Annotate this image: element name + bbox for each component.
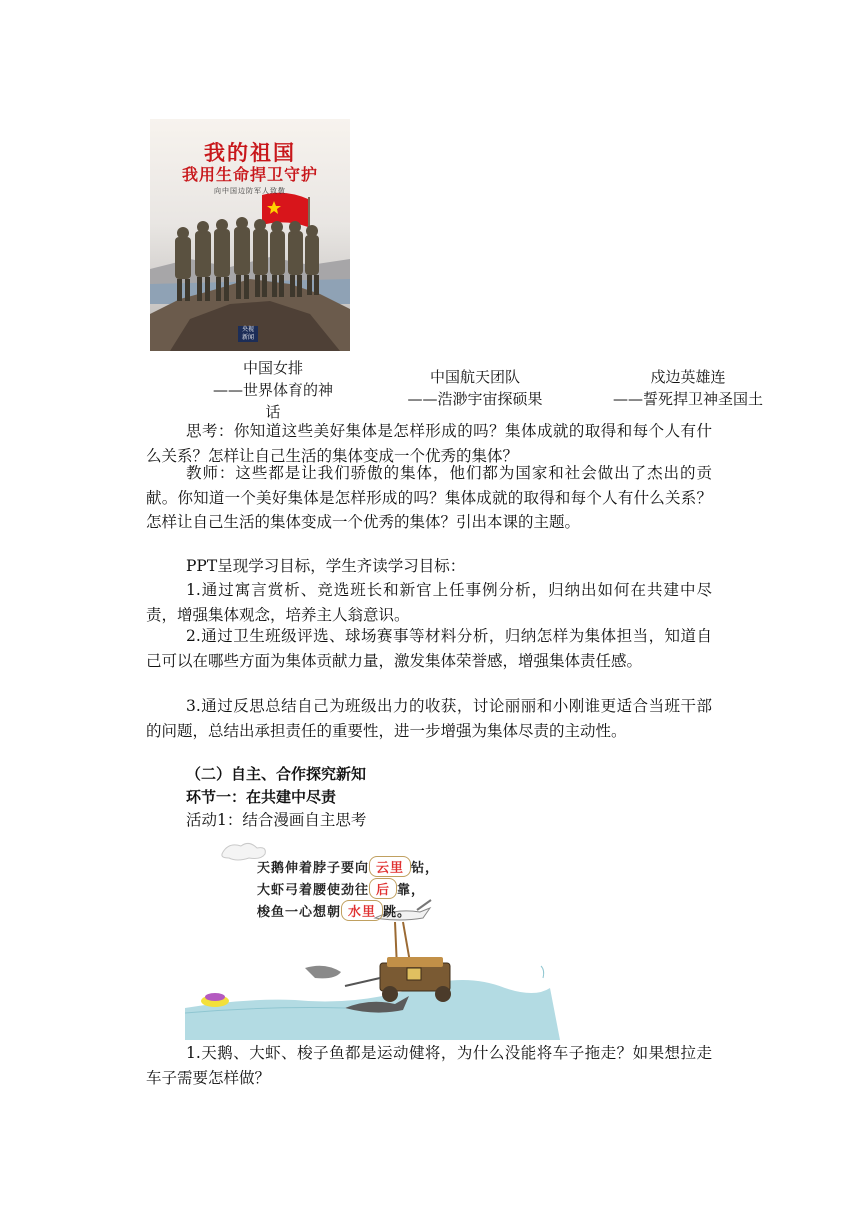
goal-2: 2.通过卫生班级评选、球场赛事等材料分析，归纳怎样为集体担当，知道自己可以在哪些方面为集体贡献力量，激发集体荣誉感，增强集体责任感。 (146, 627, 712, 670)
answer-3: 水里 (348, 905, 377, 920)
question-1: 1.天鹅、大虾、梭子鱼都是运动健将，为什么没能将车子拖走？如果想拉走车子需要怎样做？ (146, 1044, 712, 1087)
swan-shrimp-pike-cartoon (185, 838, 560, 1040)
answer-2: 后 (376, 883, 391, 898)
poster-title: 我的祖国 (204, 140, 296, 165)
caption-volleyball: 中国女排 ——世界体育的神 话 (212, 359, 333, 421)
link-heading: 环节一：在共建中尽责 (186, 788, 337, 806)
poem-line-3: 梭鱼一心想朝 水里 跳。 (257, 900, 411, 921)
think-paragraph: 思考：你知道这些美好集体是怎样形成的吗？集体成就的取得和每个人有什么关系？怎样让自己生活的集体变成一个优秀的集体？ (146, 422, 712, 465)
poster-title-line2: 我用生命捍卫守护 (181, 165, 318, 184)
teacher-paragraph: 教师：这些都是让我们骄傲的集体，他们都为国家和社会做出了杰出的贡献。你知道一个美好集体是怎样形成的吗？集体成就的取得和每个人有什么关系？怎样让自己生活的集体变成一个优秀的集体？引出本课的主题。 (146, 464, 712, 531)
answer-1: 云里 (376, 861, 405, 876)
caption-border-company: 戍边英雄连 ——誓死捍卫神圣国土 (612, 368, 763, 408)
activity-label: 活动1：结合漫画自主思考 (186, 811, 367, 829)
border-soldiers-poster (150, 119, 350, 351)
poem-line-1: 天鹅伸着脖子要向 云里 钻， (257, 856, 439, 877)
poem-line-2: 大虾弓着腰使劲往 后 靠， (257, 878, 425, 899)
section-heading: （二）自主、合作探究新知 (186, 765, 367, 783)
cctv-news-logo: 央视 新闻 (238, 326, 258, 342)
goal-1: 1.通过寓言赏析、竞选班长和新官上任事例分析，归纳出如何在共建中尽责，增强集体观念，培养主人翁意识。 (146, 581, 712, 624)
poster-subtitle: 向中国边防军人致敬 (214, 187, 286, 195)
ppt-paragraph: PPT呈现学习目标，学生齐读学习目标： (186, 557, 466, 575)
goal-3: 3.通过反思总结自己为班级出力的收获，讨论丽丽和小刚谁更适合当班干部的问题，总结出承担责任的重要性，进一步增强为集体尽责的主动性。 (146, 697, 712, 740)
caption-space-team: 中国航天团队 ——浩渺宇宙探硕果 (407, 368, 543, 408)
